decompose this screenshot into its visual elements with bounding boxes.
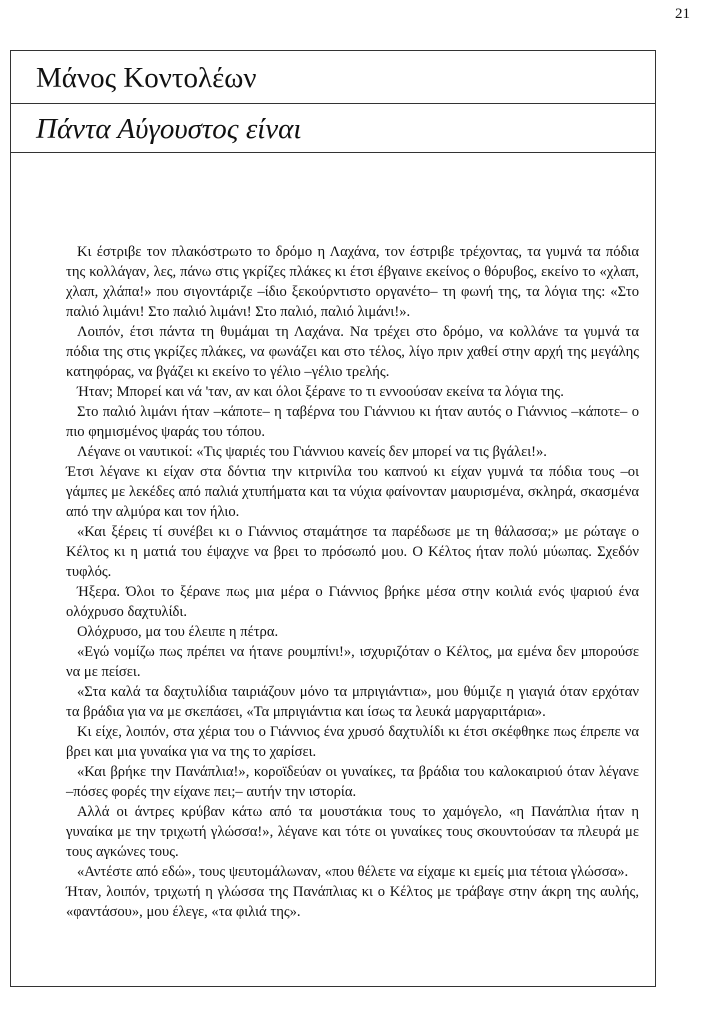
story-title: Πάντα Αύγουστος είναι: [11, 104, 655, 153]
paragraph: «Εγώ νομίζω πως πρέπει να ήτανε ρουμπίνι!», ισχυριζόταν ο Κέλτος, μα εμένα δεν μπορούσε να με πείσει.: [66, 644, 639, 680]
paragraph: Αλλά οι άντρες κρύβαν κάτω από τα μουστάκια τους το χαμόγελο, «η Πανάπλια ήταν η γυναίκα με την τριχωτή γλώσσα!», λέγανε και τότε οι γυναίκες τους σκουντούσαν τα πλευρά με τους αγκώνες τους.: [66, 804, 639, 860]
paragraph: «Στα καλά τα δαχτυλίδια ταιριάζουν μόνο τα μπριγιάντια», μου θύμιζε η γιαγιά όταν ερχόταν τα βράδια για να με σκεπάσει, «Τα μπριγιάντια και ίσως τα λευκά μαργαριτάρια».: [66, 684, 639, 720]
paragraph: Ήξερα. Όλοι το ξέρανε πως μια μέρα ο Γιάννιος βρήκε μέσα στην κοιλιά ενός ψαριού ένα ολόχρυσο δαχτυλίδι.: [66, 584, 639, 620]
article-frame: [10, 50, 656, 987]
author-name: Μάνος Κοντολέων: [11, 51, 655, 104]
paragraph: «Και βρήκε την Πανάπλια!», κοροϊδεύαν οι γυναίκες, τα βράδια του καλοκαιριού όταν λέγανε –πόσες φορές την είχανε πει;– αυτήν την ιστορία.: [66, 764, 639, 800]
paragraph: Κι έστριβε τον πλακόστρωτο το δρόμο η Λαχάνα, τον έστριβε τρέχοντας, τα γυμνά τα πόδια της κολλάγαν, λες, πάνω στις γκρίζες πλάκες κι έτσι έβγαινε εκείνος ο θόρυβος, εκείνο το «χλαπ, χλαπ, χλάπα!» που σιγοντάριζε –ίδιο ξεκούρντιστο οργανέτο– τη φωνή της, τα λόγια της: «Στο παλιό λιμάνι! Στο παλιό λιμάνι! Στο παλιό, παλιό λιμάνι!».: [66, 244, 639, 320]
paragraph: Ήταν; Μπορεί και νά 'ταν, αν και όλοι ξέρανε το τι εννοούσαν εκείνα τα λόγια της.: [77, 384, 564, 400]
paragraph: Στο παλιό λιμάνι ήταν –κάποτε– η ταβέρνα του Γιάννιου κι ήταν αυτός ο Γιάννιος –κάποτε– ο πιο φημισμένος ψαράς του τόπου.: [66, 404, 639, 440]
paragraph: Κι είχε, λοιπόν, στα χέρια του ο Γιάννιος ένα χρυσό δαχτυλίδι κι έτσι σκέφθηκε πως έπρεπε να βρει και μια γυναίκα για να της το χαρίσει.: [66, 724, 639, 760]
paragraph: Λέγανε οι ναυτικοί: «Τις ψαριές του Γιάννιου κανείς δεν μπορεί να τις βγάλει!».: [77, 444, 547, 460]
paragraph: Λοιπόν, έτσι πάντα τη θυμάμαι τη Λαχάνα. Να τρέχει στο δρόμο, να κολλάνε τα γυμνά τα πόδια της στις γκρίζες πλάκες, να φωνάζει και στο τέλος, λίγο πριν χαθεί στην αρχή της μεγάλης κατηφόρας, να βγάζει κι εκείνο το γέλιο –γέλιο τρελής.: [66, 324, 639, 380]
story-body: [66, 242, 639, 922]
page-number: 21: [675, 6, 690, 22]
paragraph: Ολόχρυσο, μα του έλειπε η πέτρα.: [77, 624, 279, 640]
paragraph: Ήταν, λοιπόν, τριχωτή η γλώσσα της Πανάπλιας κι ο Κέλτος με τράβαγε στην άκρη της αυλής, «φαντάσου», μου έλεγε, «τα φιλιά της».: [66, 884, 639, 920]
paragraph: «Αντέστε από εδώ», τους ψευτομάλωναν, «που θέλετε να είχαμε κι εμείς μια τέτοια γλώσσα».: [77, 864, 629, 880]
paragraph: Έτσι λέγανε κι είχαν στα δόντια την κιτρινίλα του καπνού κι είχαν γυμνά τα πόδια τους –οι γάμπες με λεκέδες από παλιά χτυπήματα και τα νύχια φαίνονταν μαυρισμένα, σκληρά, σκασμένα από την αλμύρα και τον ήλιο.: [66, 464, 639, 520]
paragraph: «Και ξέρεις τί συνέβει κι ο Γιάννιος σταμάτησε τα παρέδωσε με τη θάλασσα;» με ρώταγε ο Κέλτος κι η ματιά του έψαχνε να βρει το πρόσωπό μου. Ο Κέλτος ήταν πολύ μύωπας. Σχεδόν τυφλός.: [66, 524, 639, 580]
